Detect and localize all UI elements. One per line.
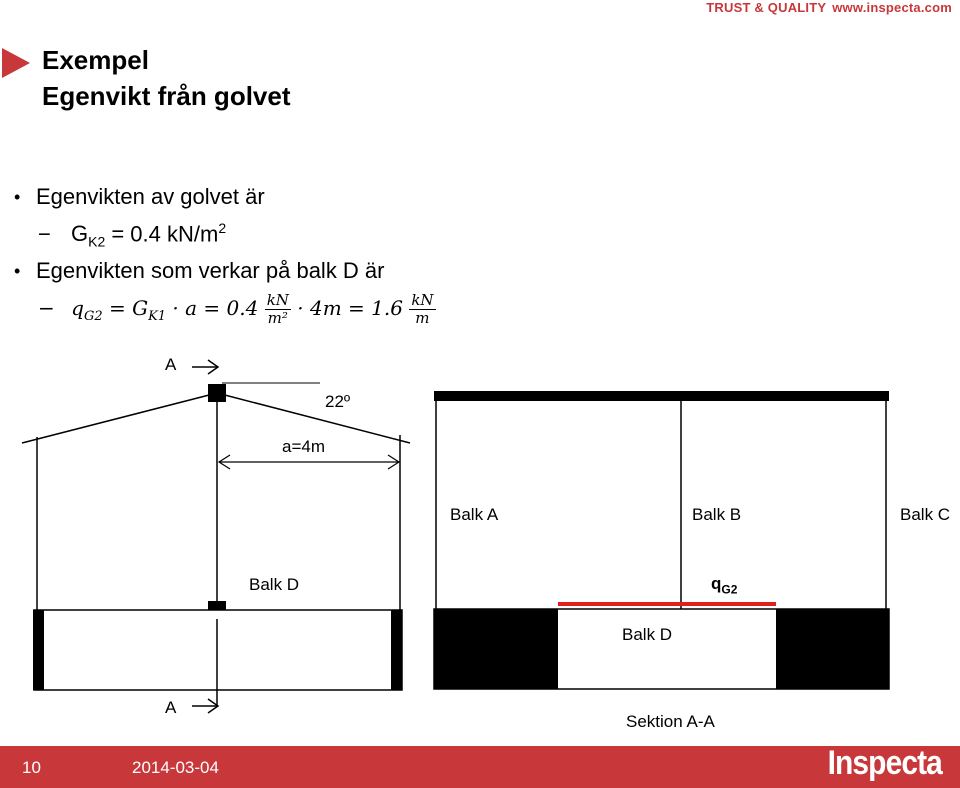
load-formula (38, 292, 436, 327)
fraction-denominator: m (415, 309, 430, 327)
support-section-right (776, 609, 889, 689)
balk-d-label-left: Balk D (249, 575, 300, 594)
balk-b-label: Balk B (692, 505, 742, 524)
dash-icon: − (38, 296, 55, 320)
section-marker-top: A (165, 355, 177, 374)
gk2-unit-exponent: 2 (218, 220, 227, 236)
page-number: 10 (22, 758, 41, 777)
bullet-icon: • (14, 187, 21, 207)
fraction-kn-per-m (409, 292, 435, 327)
fraction-kn-per-m2 (265, 292, 291, 327)
roof-right (217, 393, 410, 443)
fraction-denominator: m² (267, 309, 288, 327)
fraction-numerator: kN (411, 291, 434, 309)
slide-marker-icon (0, 46, 34, 80)
formula-eq: = (102, 296, 133, 320)
slide-title: Exempel (42, 45, 149, 75)
fraction-numerator: kN (266, 291, 289, 309)
sub-bullet-1 (38, 220, 226, 250)
balk-c-label: Balk C (900, 505, 951, 524)
load-subscript: G2 (721, 582, 738, 597)
section-marker-bottom: A (165, 698, 177, 717)
span-dimension-label: a=4m (282, 437, 325, 456)
bullet-2: Egenvikten som verkar på balk D är (36, 258, 385, 283)
brand-tagline-text: TRUST & QUALITY (706, 0, 827, 15)
support-left-2 (391, 610, 402, 690)
support-left-1 (33, 610, 44, 690)
formula-lhs-sub: G2 (83, 309, 103, 324)
roof-left (22, 393, 217, 443)
formula-lhs: q (71, 296, 84, 320)
roof-angle-label: 22º (325, 392, 351, 411)
balk-d-label-right: Balk D (622, 625, 673, 644)
inspecta-logo: Inspecta (827, 744, 942, 782)
formula-dot-a: · a = 0.4 (166, 296, 259, 320)
dash-icon: − (38, 221, 51, 247)
slide-subtitle: Egenvikt från golvet (42, 81, 291, 111)
section-caption: Sektion A-A (626, 712, 715, 731)
formula-g: G (132, 296, 149, 320)
balk-a-label: Balk A (450, 505, 499, 524)
brand-url[interactable]: www.inspecta.com (832, 0, 952, 15)
gk2-value: = 0.4 kN/m (105, 221, 219, 247)
brand-tagline (706, 0, 952, 15)
structure-diagram (0, 355, 960, 745)
load-label (711, 574, 737, 596)
formula-g-sub: K1 (148, 309, 167, 324)
bullet-icon: • (14, 261, 21, 281)
gk2-symbol: G (70, 221, 89, 247)
gk2-subscript: K2 (88, 233, 106, 250)
top-beam (434, 391, 889, 401)
support-section-left (434, 609, 558, 689)
floor-slab-left (34, 610, 402, 690)
formula-mid: · 4m = 1.6 (290, 296, 403, 320)
bullet-1: Egenvikten av golvet är (36, 184, 265, 209)
slide-date: 2014-03-04 (132, 758, 219, 777)
load-symbol: q (711, 574, 722, 593)
